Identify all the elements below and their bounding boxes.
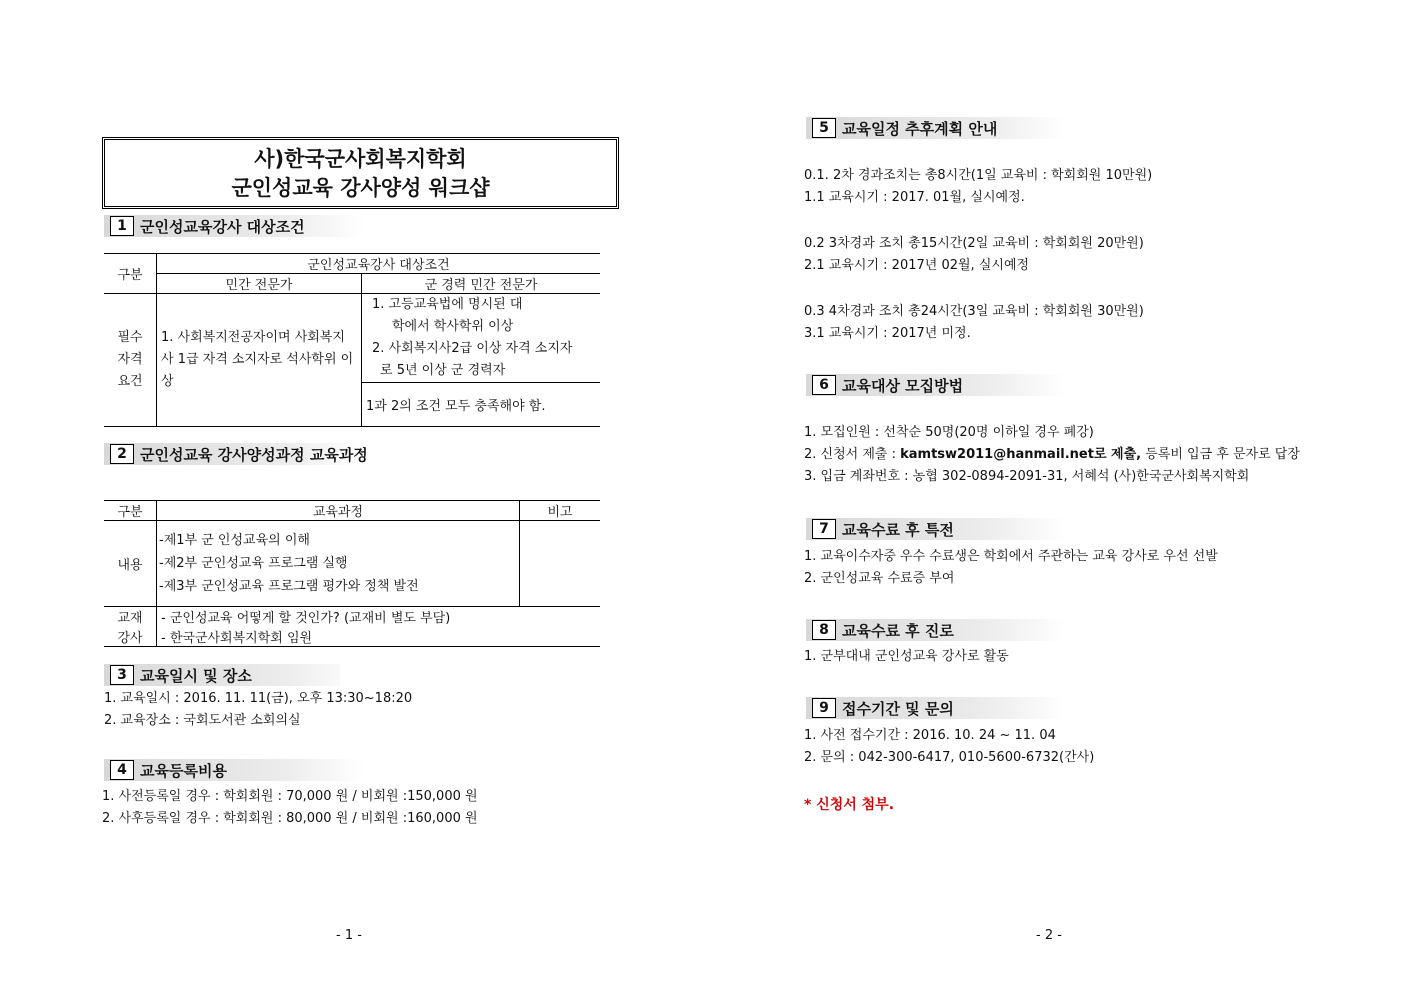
section-9-body <box>804 725 1094 769</box>
section-title: 교육일정 추후계획 안내 <box>842 119 998 138</box>
table-header-category: 구분 <box>104 254 157 294</box>
eligibility-table <box>104 253 600 427</box>
cell-military-requirement <box>362 294 601 383</box>
plan-line: 2.1 교육시기 : 2017년 02월, 실시예정 <box>804 258 1030 273</box>
plan-line: 3.1 교육시기 : 2017년 미정. <box>804 326 971 341</box>
section-7-body <box>804 546 1218 590</box>
curriculum-item: -제1부 군 인성교육의 이해 <box>159 533 310 548</box>
cell-curriculum-content <box>157 521 520 607</box>
recruit-line <box>804 444 1300 466</box>
recruit-text: 등록비 입금 후 문자로 답장 <box>1141 447 1300 462</box>
section-3-body <box>104 688 412 732</box>
cell-remarks <box>520 521 601 607</box>
section-title: 군인성교육 강사양성과정 교육과정 <box>140 445 368 464</box>
attachment-note: * 신청서 첨부. <box>804 797 895 813</box>
curriculum-item: -제3부 군인성교육 프로그램 평가와 정책 발전 <box>159 579 419 594</box>
section-number: 2 <box>110 444 134 464</box>
table-header-curriculum: 교육과정 <box>157 501 520 521</box>
inquiry-line: 1. 사전 접수기간 : 2016. 10. 24 ~ 11. 04 <box>804 728 1056 743</box>
section-8-body <box>804 646 1009 668</box>
section-4-heading <box>104 759 370 781</box>
section-5-body <box>804 165 1152 345</box>
section-title: 군인성교육강사 대상조건 <box>140 217 305 236</box>
section-number: 5 <box>812 118 836 138</box>
contact-email: kamtsw2011@hanmail.net로 제출, <box>900 447 1142 462</box>
section-number: 8 <box>812 620 836 640</box>
requirement-line: 2. 사회복지사2급 이상 자격 소지자 <box>372 341 573 356</box>
schedule-line: 2. 교육장소 : 국회도서관 소회의실 <box>104 713 301 728</box>
section-number: 3 <box>110 665 134 685</box>
section-number: 9 <box>812 698 836 718</box>
row-label-requirements: 필수 자격 요건 <box>104 294 157 427</box>
fee-line: 1. 사전등록일 경우 : 학회회원 : 70,000 원 / 비회원 :150,000 원 <box>102 789 478 804</box>
section-5-heading <box>806 117 1092 139</box>
table-header-civilian-expert: 민간 전문가 <box>157 274 362 294</box>
section-6-heading <box>806 374 1092 396</box>
section-2-heading <box>104 443 440 465</box>
section-3-heading <box>104 664 340 686</box>
title-organization: 사)한국군사회복지학회 <box>254 147 467 171</box>
title-workshop: 군인성교육 강사양성 워크샵 <box>231 176 490 200</box>
row-label-instructor: 강사 <box>104 627 157 647</box>
section-title: 교육대상 모집방법 <box>842 376 964 395</box>
requirement-line: 1. 고등교육법에 명시된 대 <box>372 297 523 312</box>
curriculum-item: -제2부 군인성교육 프로그램 실행 <box>159 556 348 571</box>
section-title: 교육일시 및 장소 <box>140 666 252 685</box>
section-title: 교육수료 후 특전 <box>842 520 954 539</box>
row-label-textbook: 교재 <box>104 607 157 627</box>
section-number: 6 <box>812 375 836 395</box>
table-header-remarks: 비고 <box>520 501 601 521</box>
section-title: 접수기간 및 문의 <box>842 699 954 718</box>
cell-instructor: - 한국군사회복지학회 임원 <box>157 627 601 647</box>
inquiry-line: 2. 문의 : 042-300-6417, 010-5600-6732(간사) <box>804 750 1095 765</box>
plan-line: 0.1. 2차 경과조치는 총8시간(1일 교육비 : 학회회원 10만원) <box>804 168 1153 183</box>
page-number: - 2 - <box>1036 928 1062 943</box>
plan-line: 1.1 교육시기 : 2017. 01월, 실시예정. <box>804 190 1025 205</box>
requirement-line: 학에서 학사학위 이상 <box>392 319 514 334</box>
section-1-heading <box>104 215 440 237</box>
fee-line: 2. 사후등록일 경우 : 학회회원 : 80,000 원 / 비회원 :160,000 원 <box>102 811 478 826</box>
table-header-main: 군인성교육강사 대상조건 <box>157 254 601 274</box>
curriculum-table <box>104 500 600 647</box>
table-header-category: 구분 <box>104 501 157 521</box>
section-4-body <box>102 786 478 830</box>
section-9-heading <box>806 697 1092 719</box>
career-line: 1. 군부대내 군인성교육 강사로 활동 <box>804 649 1009 664</box>
section-number: 7 <box>812 519 836 539</box>
table-header-military-expert: 군 경력 민간 전문가 <box>362 274 601 294</box>
recruit-line: 3. 입금 계좌번호 : 농협 302-0894-2091-31, 서혜석 (사)한국군사회복지학회 <box>804 469 1250 484</box>
recruit-line: 1. 모집인원 : 선착순 50명(20명 이하일 경우 폐강) <box>804 425 1094 440</box>
schedule-line: 1. 교육일시 : 2016. 11. 11(금), 오후 13:30~18:20 <box>104 691 413 706</box>
requirement-line: 로 5년 이상 군 경력자 <box>380 363 506 378</box>
section-title: 교육등록비용 <box>140 761 227 780</box>
cell-textbook: - 군인성교육 어떻게 할 것인가? (교재비 별도 부담) <box>157 607 601 627</box>
row-label-content: 내용 <box>104 521 157 607</box>
recruit-label: 2. 신청서 제출 : <box>804 447 901 462</box>
plan-line: 0.3 4차경과 조치 총24시간(3일 교육비 : 학회회원 30만원) <box>804 304 1144 319</box>
section-number: 4 <box>110 760 134 780</box>
benefit-line: 1. 교육이수자중 우수 수료생은 학회에서 주관하는 교육 강사로 우선 선발 <box>804 549 1218 564</box>
section-6-body <box>804 422 1300 488</box>
section-8-heading <box>806 619 1092 641</box>
section-number: 1 <box>110 216 134 236</box>
benefit-line: 2. 군인성교육 수료증 부여 <box>804 571 955 586</box>
section-7-heading <box>806 518 1092 540</box>
plan-line: 0.2 3차경과 조치 총15시간(2일 교육비 : 학회회원 20만원) <box>804 236 1144 251</box>
section-title: 교육수료 후 진로 <box>842 621 954 640</box>
cell-condition-note: 1과 2의 조건 모두 충족해야 함. <box>362 383 601 427</box>
page-number: - 1 - <box>336 928 362 943</box>
document-title-box <box>102 137 619 209</box>
cell-civilian-requirement: 1. 사회복지전공자이며 사회복지사 1급 자격 소지자로 석사학위 이상 <box>157 294 362 427</box>
